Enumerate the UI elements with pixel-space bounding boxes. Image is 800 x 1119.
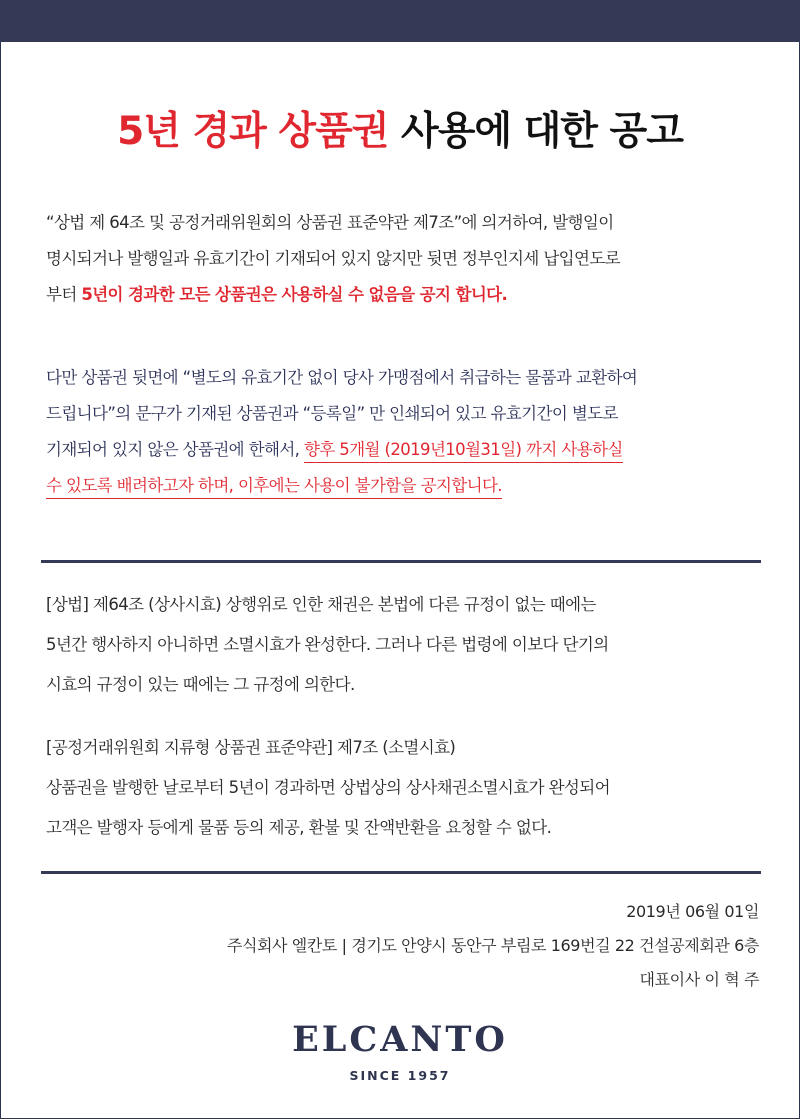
page-title: [0, 100, 800, 156]
notice-2-line-3-prefix: 기재되어 있지 않은 상품권에 한해서,: [46, 440, 304, 459]
elcanto-logo: [0, 1020, 800, 1083]
divider-bottom: [41, 871, 761, 874]
law-2-line-3: 고객은 발행자 등에게 물품 등의 제공, 환불 및 잔액반환을 요청할 수 없다.: [46, 818, 552, 837]
law-2-line-2: 상품권을 발행한 날로부터 5년이 경과하면 상법상의 상사채권소멸시효가 완성되어: [46, 778, 610, 797]
law-1-line-1: [상법] 제64조 (상사시효) 상행위로 인한 채권은 본법에 다른 규정이 없는 때에는: [46, 595, 596, 614]
law-2-line-1: [공정거래위원회 지류형 상품권 표준약관] 제7조 (소멸시효): [46, 738, 456, 757]
company-address: 주식회사 엘칸토 | 경기도 안양시 동안구 부림로 169번길 22 건설공제회관 6층: [226, 936, 759, 955]
notice-1-emphasis: 5년이 경과한 모든 상품권은 사용하실 수 없음을 공지 합니다.: [81, 285, 508, 304]
notice-date: 2019년 06월 01일: [626, 902, 759, 921]
title-highlight: 5년 경과 상품권: [117, 109, 389, 154]
notice-2-line-3: [46, 432, 766, 468]
notice-1-line-3-prefix: 부터: [46, 285, 82, 304]
notice-2-line-4: [46, 468, 766, 504]
logo-wordmark: ELCANTO: [292, 1019, 508, 1060]
ftc-terms-section: [46, 728, 766, 848]
notice-paragraph-1: [46, 205, 766, 313]
top-bar: [0, 0, 800, 42]
notice-2-line-2: 드립니다”의 문구가 기재된 상품권과 “등록일” 만 인쇄되어 있고 유효기간이 별도로: [46, 404, 618, 423]
title-rest: 사용에 대한 공고: [388, 109, 683, 154]
commercial-law-section: [46, 585, 766, 705]
notice-paragraph-2: [46, 360, 766, 504]
law-1-line-2: 5년간 행사하지 아니하면 소멸시효가 완성한다. 그러나 다른 법령에 이보다 단기의: [46, 635, 609, 654]
notice-1-line-3: [46, 277, 766, 313]
notice-1-line-1: “상법 제 64조 및 공정거래위원회의 상품권 표준약관 제7조”에 의거하여, 발행일이: [46, 213, 614, 232]
ceo-name: 대표이사 이 혁 주: [639, 970, 759, 989]
notice-1-line-2: 명시되거나 발행일과 유효기간이 기재되어 있지 않지만 뒷면 정부인지세 납입연도로: [46, 249, 621, 268]
notice-2-emphasis-a: 향후 5개월 (2019년10월31일) 까지 사용하실: [304, 440, 623, 463]
divider-top: [41, 560, 761, 563]
logo-since: SINCE 1957: [349, 1068, 451, 1083]
law-1-line-3: 시효의 규정이 있는 때에는 그 규정에 의한다.: [46, 675, 355, 694]
notice-2-line-1: 다만 상품권 뒷면에 “별도의 유효기간 없이 당사 가맹점에서 취급하는 물품과 교환하여: [46, 368, 638, 387]
notice-2-emphasis-b: 수 있도록 배려하고자 하며, 이후에는 사용이 불가함을 공지합니다.: [46, 476, 502, 499]
footer-info: [227, 895, 759, 997]
